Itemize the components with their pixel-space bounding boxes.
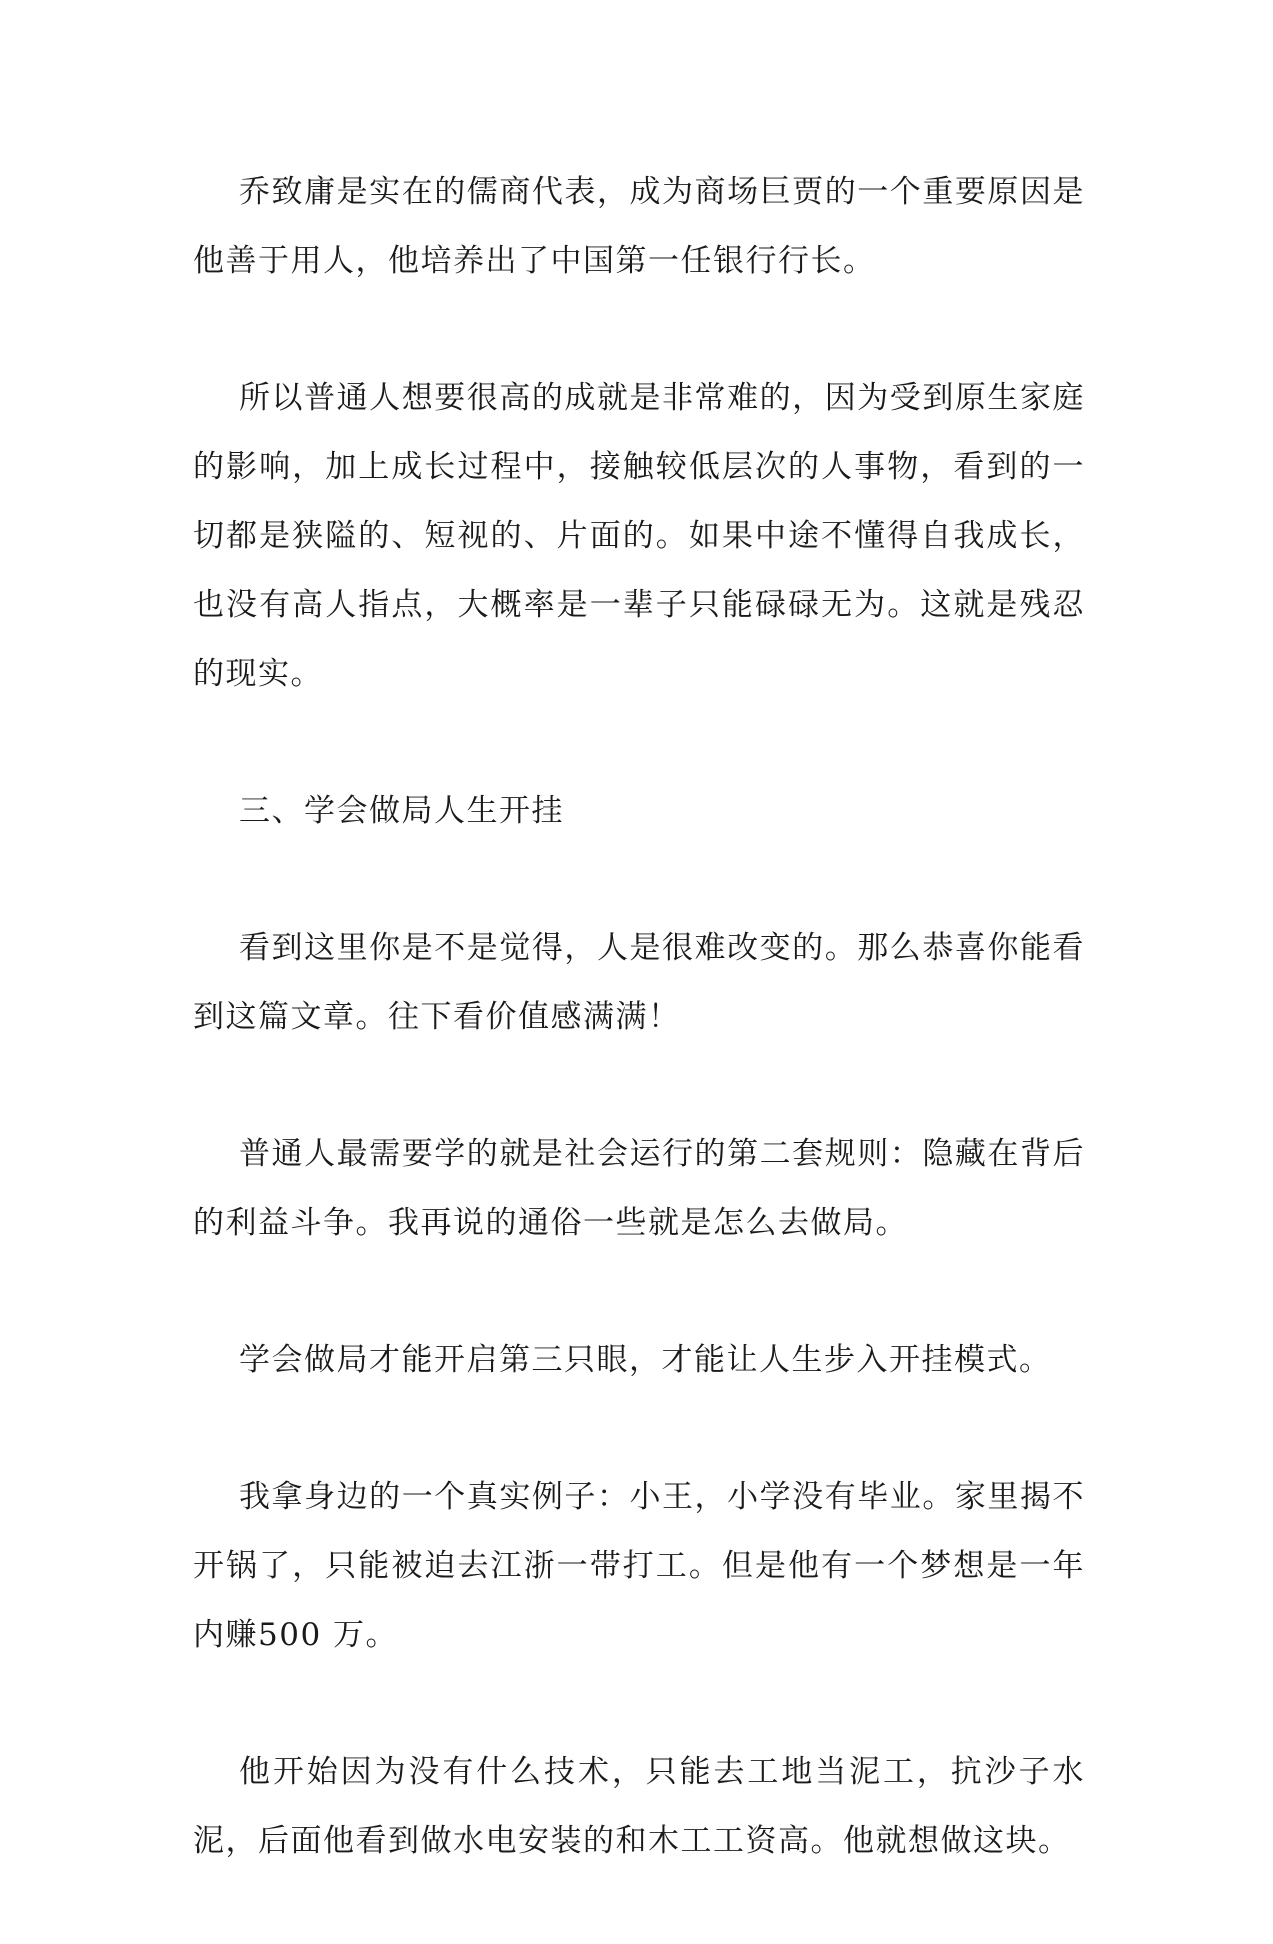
section-heading: 三、学会做局人生开挂 [239, 793, 564, 829]
paragraph-second-rules: 普通人最需要学的就是社会运行的第二套规则：隐藏在背后的利益斗争。我再说的通俗一些就是怎么去做局。 [193, 1136, 1085, 1241]
document-body [193, 158, 1085, 1944]
paragraph-third-eye: 学会做局才能开启第三只眼，才能让人生步入开挂模式。 [239, 1342, 1052, 1378]
paragraph-construction: 他开始因为没有什么技术，只能去工地当泥工，抗沙子水泥，后面他看到做水电安装的和木工工资高。他就想做这块。 [193, 1754, 1085, 1859]
paragraph-xiao-wang: 我拿身边的一个真实例子：小王，小学没有毕业。家里揭不开锅了，只能被迫去江浙一带打工。但是他有一个梦想是一年内赚500 万。 [193, 1479, 1085, 1653]
paragraph-see-here: 看到这里你是不是觉得，人是很难改变的。那么恭喜你能看到这篇文章。往下看价值感满满！ [193, 930, 1085, 1035]
paragraph-qiao-zhiyong: 乔致庸是实在的儒商代表，成为商场巨贾的一个重要原因是他善于用人，他培养出了中国第一任银行行长。 [193, 174, 1085, 279]
paragraph-ordinary-people: 所以普通人想要很高的成就是非常难的，因为受到原生家庭的影响，加上成长过程中，接触较低层次的人事物，看到的一切都是狭隘的、短视的、片面的。如果中途不懂得自我成长，也没有高人指点，大概率是一辈子只能碌碌无为。这就是残忍的现实。 [193, 380, 1085, 692]
